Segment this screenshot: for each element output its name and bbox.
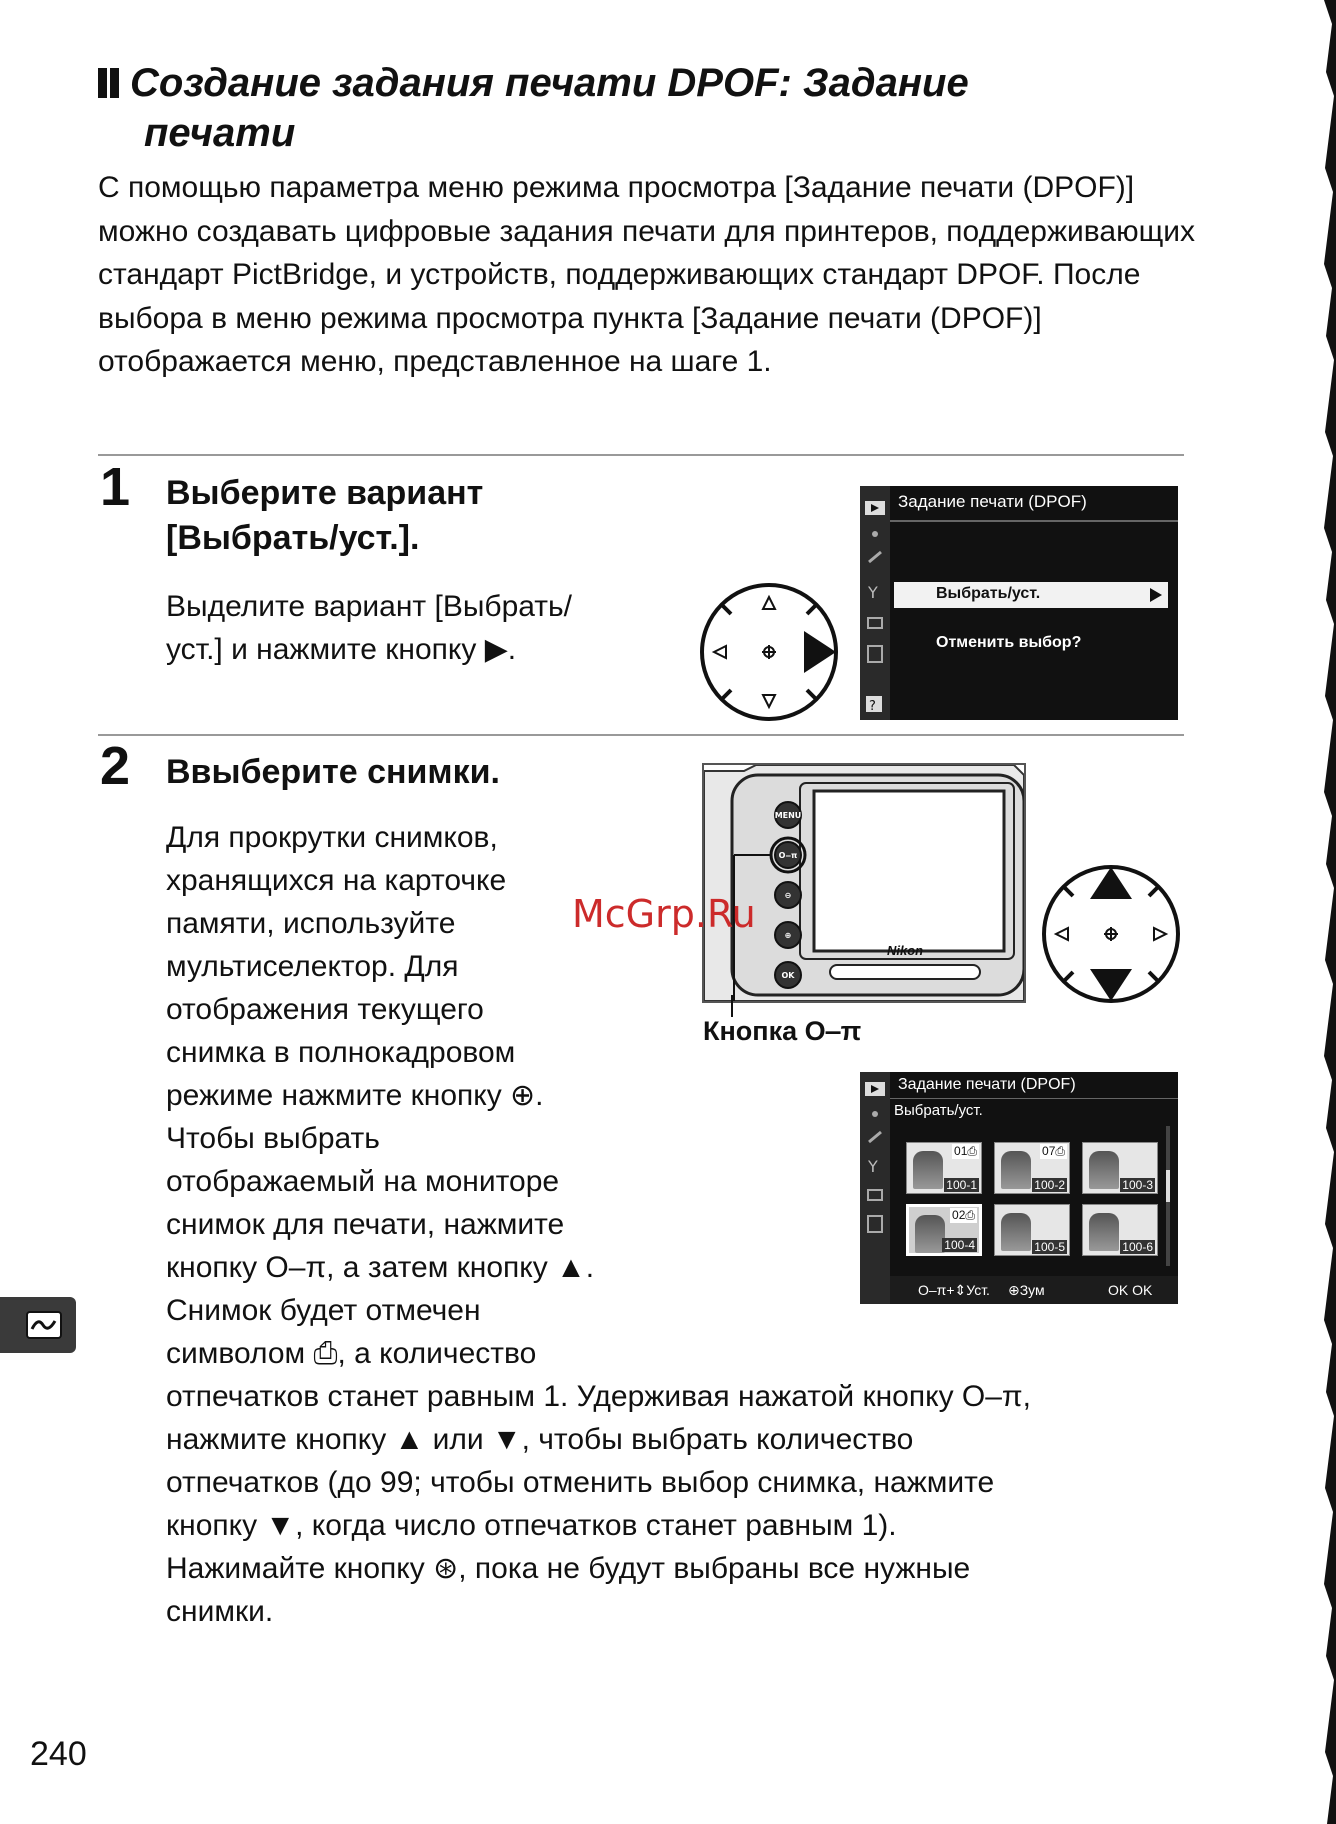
menu-screen-2 xyxy=(860,1072,1178,1304)
menu-item-select-set[interactable] xyxy=(894,582,1168,608)
step2-body-line: памяти, используйте xyxy=(166,907,456,940)
camera-back-illustration xyxy=(702,763,1026,1003)
step2-continuation-line: Нажимайте кнопку ⊛, пока не будут выбраны все нужные xyxy=(166,1552,971,1585)
multiselector-right-diagram xyxy=(698,581,840,723)
thumbnail[interactable] xyxy=(1082,1142,1158,1194)
caption-leader-line xyxy=(731,995,733,1017)
thumbnail[interactable] xyxy=(906,1142,982,1194)
step2-body-line: Чтобы выбрать xyxy=(166,1122,380,1155)
footer-zoom-hint: ⊕Зум xyxy=(1008,1282,1045,1298)
thumbnail-label: 100-6 xyxy=(1122,1240,1153,1254)
step1-body-line2: уст.] и нажмите кнопку ▶. xyxy=(166,633,517,666)
section-title-line1: Создание задания печати DPOF: Задание xyxy=(130,61,969,105)
step2-continuation xyxy=(166,1375,1196,1633)
section-title xyxy=(98,58,1098,158)
step1-body xyxy=(166,585,686,671)
protect-button-caption: Кнопка O‒π xyxy=(703,1016,862,1046)
step2-body-line: символом ⎙, а количество xyxy=(166,1337,537,1370)
print-count-badge: 02⎙ xyxy=(952,1208,975,1222)
step2-body-line: режиме нажмите кнопку ⊕. xyxy=(166,1079,544,1112)
thumbnail-label: 100-4 xyxy=(944,1238,975,1252)
step2-body-line: снимок для печати, нажмите xyxy=(166,1208,565,1241)
intro-paragraph: С помощью параметра меню режима просмотра [Задание печати (DPOF)] можно создавать цифровые задания печати для принтеров, поддерживающих стандарт PictBridge, и устройств, поддерживающих стандарт DPOF. После выбора в меню режима просмотра пункта [Задание печати (DPOF)] отображается меню, представленное на шаге 1. xyxy=(98,171,1196,378)
menu-tab-icons xyxy=(860,486,890,720)
step2-continuation-line: отпечатков станет равным 1. Удерживая нажатой кнопку O‒π, xyxy=(166,1380,1031,1413)
watermark: McGrp.Ru xyxy=(572,892,756,936)
menu-screen-1-title: Задание печати (DPOF) xyxy=(898,492,1087,511)
print-count-badge: 07⎙ xyxy=(1042,1144,1065,1158)
thumbnail[interactable] xyxy=(994,1142,1070,1194)
menu-item-cancel-selection[interactable]: Отменить выбор? xyxy=(936,634,1082,651)
scrollbar-track[interactable] xyxy=(1166,1126,1170,1266)
menu-tab-icons-2 xyxy=(860,1072,890,1304)
step1-heading-line1: Выберите вариант xyxy=(166,474,484,512)
step2-number: 2 xyxy=(100,736,131,796)
thumbnail-grid xyxy=(906,1142,1166,1260)
svg-text:Y: Y xyxy=(868,1157,878,1176)
step1-body-line1: Выделите вариант [Выбрать/ xyxy=(166,590,573,623)
thumbnail-label: 100-5 xyxy=(1034,1240,1065,1254)
step2-continuation-line: нажмите кнопку ▲ или ▼, чтобы выбрать количество xyxy=(166,1423,914,1456)
playback-section-tab xyxy=(0,1297,76,1353)
step1-number: 1 xyxy=(100,457,131,517)
step2-continuation-line: кнопку ▼, когда число отпечатков станет равным 1). xyxy=(166,1509,897,1542)
submenu-arrow-icon xyxy=(1150,588,1162,602)
step2-heading: Ввыберите снимки. xyxy=(166,753,500,791)
menu-title-rule-2 xyxy=(890,1098,1178,1099)
step2-body-line: Для прокрутки снимков, xyxy=(166,821,498,854)
thumbnail-image xyxy=(1089,1213,1119,1251)
multiselector-updown-diagram xyxy=(1040,863,1182,1005)
retouch-icon xyxy=(26,1311,62,1339)
thumbnail-image xyxy=(913,1151,943,1189)
thumbnail-label: 100-2 xyxy=(1034,1178,1065,1192)
thumbnail[interactable] xyxy=(906,1204,982,1256)
section-title-line2: печати xyxy=(144,111,296,155)
screen2-footer xyxy=(890,1276,1178,1304)
menu-item-select-set-label: Выбрать/уст. xyxy=(936,585,1041,602)
thumbnail-label: 100-1 xyxy=(946,1178,977,1192)
menu-sidebar-2 xyxy=(860,1072,890,1304)
svg-text:?: ? xyxy=(869,699,876,714)
zoom-in-button: ⊕ xyxy=(784,931,792,940)
menu-title-rule xyxy=(890,520,1178,522)
step2-body-line: хранящихся на карточке xyxy=(166,864,507,897)
step2-body-line: снимка в полнокадровом xyxy=(166,1036,516,1069)
step2-body-line: отображения текущего xyxy=(166,993,484,1026)
scanned-page-edge xyxy=(1318,0,1336,1824)
footer-ok-hint: OK OK xyxy=(1108,1282,1153,1298)
thumbnail-image xyxy=(1089,1151,1119,1189)
thumbnail-image xyxy=(1001,1213,1031,1251)
step2-continuation-line: снимки. xyxy=(166,1595,274,1628)
scrollbar-thumb[interactable] xyxy=(1166,1170,1170,1202)
step2-body-line: кнопку O‒π, а затем кнопку ▲. xyxy=(166,1251,595,1284)
thumbnail-image xyxy=(915,1215,945,1253)
page-number: 240 xyxy=(30,1735,87,1773)
svg-text:Y: Y xyxy=(868,583,878,602)
step2-continuation-line: отпечатков (до 99; чтобы отменить выбор снимка, нажмите xyxy=(166,1466,995,1499)
menu-screen-1 xyxy=(860,486,1178,720)
step1-heading xyxy=(166,471,686,561)
menu-screen-2-subtitle: Выбрать/уст. xyxy=(894,1102,983,1119)
menu-sidebar xyxy=(860,486,890,720)
step2-divider xyxy=(98,734,1184,736)
step2-body-line: Снимок будет отмечен xyxy=(166,1294,481,1327)
zoom-out-button: ⊖ xyxy=(784,891,792,900)
step2-body-line: отображаемый на мониторе xyxy=(166,1165,560,1198)
print-count-badge: 01⎙ xyxy=(954,1144,977,1158)
step1-heading-line2: [Выбрать/уст.]. xyxy=(166,519,420,557)
thumbnail[interactable] xyxy=(1082,1204,1158,1256)
camera-body-drawing xyxy=(704,765,1024,1001)
protect-button: O‒π xyxy=(778,851,798,860)
thumbnail-image xyxy=(1001,1151,1031,1189)
camera-brand-logo: Nikon xyxy=(887,943,924,958)
footer-set-hint: O‒π+⇕Уст. xyxy=(918,1282,990,1298)
section-marker-icon xyxy=(98,68,120,98)
menu-button: MENU xyxy=(774,811,802,820)
thumbnail-label: 100-3 xyxy=(1122,1178,1153,1192)
menu-screen-2-title: Задание печати (DPOF) xyxy=(898,1076,1076,1093)
step2-body-line: мультиселектор. Для xyxy=(166,950,459,983)
step1-divider xyxy=(98,454,1184,456)
ok-button: OK xyxy=(781,971,795,980)
thumbnail[interactable] xyxy=(994,1204,1070,1256)
